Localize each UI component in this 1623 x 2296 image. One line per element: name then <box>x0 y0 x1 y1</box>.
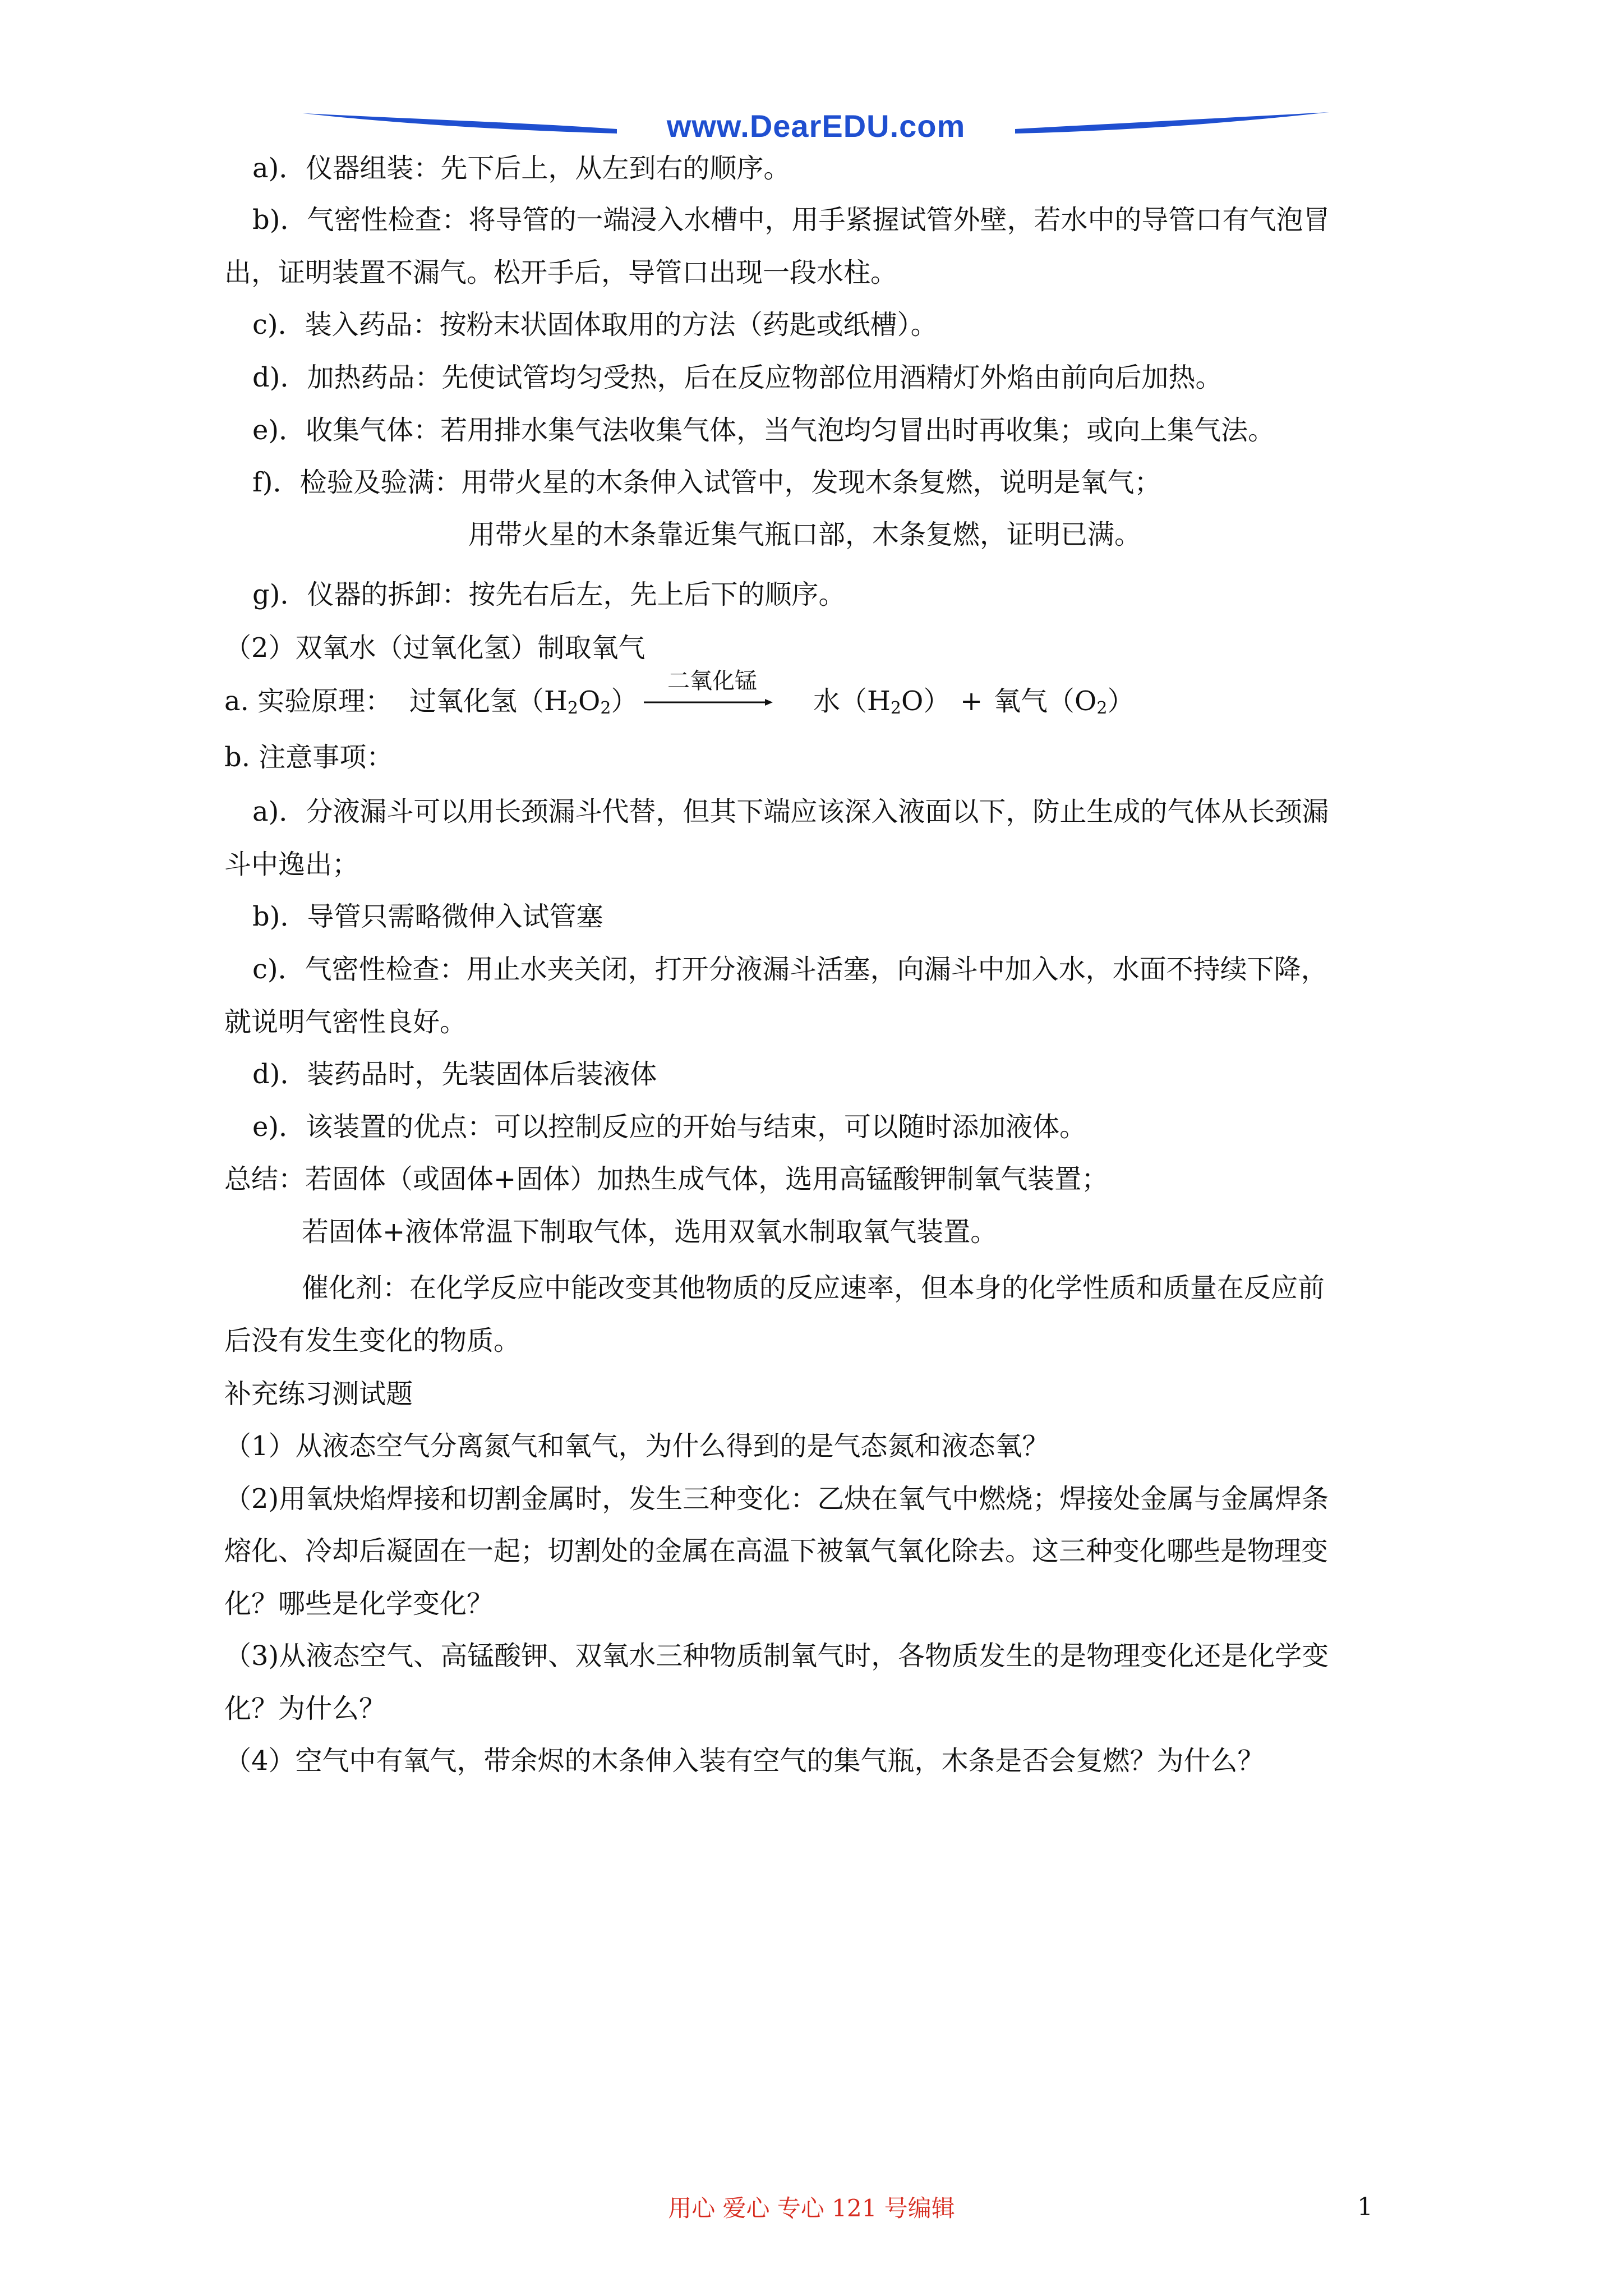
text-line: c)．装入药品：按粉末状固体取用的方法（药匙或纸槽）。 <box>252 309 938 341</box>
text-line: 催化剂：在化学反应中能改变其他物质的反应速率，但本身的化学性质和质量在反应前 <box>302 1272 1325 1304</box>
text-line: e)．该装置的优点：可以控制反应的开始与结束，可以随时添加液体。 <box>252 1111 1087 1143</box>
footer-slogan: 用心 爱心 专心 121 号编辑 <box>668 2194 955 2222</box>
text-line: a)．仪器组装：先下后上，从左到右的顺序。 <box>252 153 791 184</box>
text-line: g)．仪器的拆卸：按先右后左，先上后下的顺序。 <box>252 579 846 610</box>
page-number: 1 <box>1357 2193 1373 2221</box>
catalyst-label: 二氧化锰 <box>667 668 757 694</box>
text-line: 就说明气密性良好。 <box>224 1006 467 1038</box>
text-line: b)．气密性检查：将导管的一端浸入水槽中，用手紧握试管外壁，若水中的导管口有气泡冒 <box>252 204 1330 236</box>
question-continued: 化？哪些是化学变化？ <box>224 1588 494 1619</box>
text-line: c)．气密性检查：用止水夹关闭，打开分液漏斗活塞，向漏斗中加入水，水面不持续下降， <box>252 954 1328 985</box>
product-oxygen: 氧气$(O_2)$ <box>994 685 1135 718</box>
site-url: www.DearEDU.com <box>666 108 966 144</box>
section-heading: 补充练习测试题 <box>224 1378 413 1410</box>
question: （1）从液态空气分离氮气和氧气，为什么得到的是气态氮和液态氧？ <box>224 1430 1049 1462</box>
reaction-label: a. 实验原理： <box>224 685 393 717</box>
reaction-arrow-icon <box>644 698 773 707</box>
text-line: e)．收集气体：若用排水集气法收集气体，当气泡均匀冒出时再收集；或向上集气法。 <box>252 415 1275 446</box>
text-line: b)．导管只需略微伸入试管塞 <box>252 901 603 932</box>
question: （3)从液态空气、高锰酸钾、双氧水三种物质制氧气时，各物质发生的是物理变化还是化学变 <box>224 1640 1329 1672</box>
text-line: 用带火星的木条靠近集气瓶口部，木条复燃，证明已满。 <box>468 519 1142 550</box>
text-line: 出，证明装置不漏气。松开手后，导管口出现一段水柱。 <box>224 257 898 288</box>
text-line: 若固体+液体常温下制取气体，选用双氧水制取氧气装置。 <box>302 1216 998 1248</box>
text-line: d)．加热药品：先使试管均匀受热，后在反应物部位用酒精灯外焰由前向后加热。 <box>252 362 1223 393</box>
text-line: a)．分液漏斗可以用长颈漏斗代替，但其下端应该深入液面以下，防止生成的气体从长颈漏 <box>252 796 1329 827</box>
text-line: 斗中逸出； <box>224 849 359 880</box>
text-line: 后没有发生变化的物质。 <box>224 1325 521 1356</box>
question-continued: 化？为什么？ <box>224 1693 386 1724</box>
product-water: 水$(H_2O)$ <box>813 685 951 718</box>
plus-sign: + <box>960 685 983 717</box>
text-line: 总结：若固体（或固体+固体）加热生成气体，选用高锰酸钾制氧气装置； <box>224 1163 1109 1195</box>
question: （2)用氧炔焰焊接和切割金属时，发生三种变化：乙炔在氧气中燃烧；焊接处金属与金属焊条 <box>224 1483 1329 1515</box>
text-line: f)．检验及验满：用带火星的木条伸入试管中，发现木条复燃，说明是氧气； <box>252 467 1161 498</box>
question: （4）空气中有氧气，带余烬的木条伸入装有空气的集气瓶，木条是否会复燃？为什么？ <box>224 1745 1265 1777</box>
question-continued: 熔化、冷却后凝固在一起；切割处的金属在高温下被氧气氧化除去。这三种变化哪些是物理变 <box>224 1535 1329 1567</box>
reactant: 过氧化氢$(H_2O_2)$ <box>409 685 638 718</box>
section-heading: （2）双氧水（过氧化氢）制取氧气 <box>224 632 645 664</box>
text-line: b. 注意事项： <box>224 742 394 773</box>
text-line: d)．装药品时，先装固体后装液体 <box>252 1059 657 1090</box>
site-banner <box>303 107 1329 146</box>
